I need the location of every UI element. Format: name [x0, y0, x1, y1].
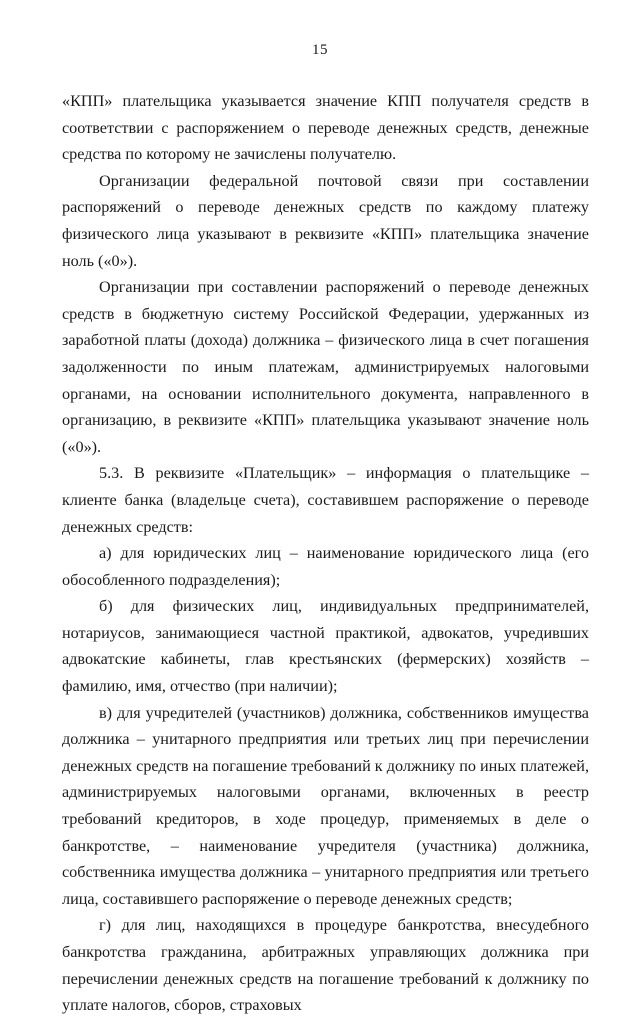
- paragraph-item-g-bankruptcy: г) для лиц, находящихся в процедуре банкротства, внесудебного банкротства гражданина, арбитражных управляющих должника при перечислении денежных средств на погашение требований к должнику по уплате налогов, сборов, страховых: [62, 916, 589, 1015]
- paragraph-item-b-individuals: б) для физических лиц, индивидуальных предпринимателей, нотариусов, занимающиеся частной практикой, адвокатов, учредивших адвокатские кабинеты, глав крестьянских (фермерских) хозяйств – фамилию, имя, отчество (при наличии);: [62, 597, 589, 696]
- page-number: 15: [312, 42, 328, 58]
- document-body: [62, 88, 589, 1019]
- paragraph-item-v-founders: в) для учредителей (участников) должника, собственников имущества должника – унитарного предприятия или третьих лиц при перечислении денежных средств на погашение требований к должнику по иных платежей, администрируемых налоговыми органами, включенных в реестр требований кредиторов, в ходе процедур, применяемых в деле о банкротстве, – наименование учредителя (участника) должника, собственника имущества должника – унитарного предприятия или третьего лица, составившего распоряжение о переводе денежных средств;: [62, 703, 589, 908]
- paragraph-kpp-payer-continuation: «КПП» плательщика указывается значение КПП получателя средств в соответствии с распоряжением о переводе денежных средств, денежные средства по которому не зачислены получателю.: [62, 92, 589, 164]
- paragraph-item-a-legal-entities: а) для юридических лиц – наименование юридического лица (его обособленного подразделения);: [62, 544, 589, 589]
- paragraph-section-5-3-payer: 5.3. В реквизите «Плательщик» – информация о плательщике – клиенте банка (владельце счета), составившем распоряжение о переводе денежных средств:: [62, 464, 589, 536]
- paragraph-postal-organizations: Организации федеральной почтовой связи при составлении распоряжений о переводе денежных средств по каждому платежу физического лица указывают в реквизите «КПП» плательщика значение ноль («0»).: [62, 171, 589, 270]
- paragraph-organizations-budget-transfers: Организации при составлении распоряжений о переводе денежных средств в бюджетную систему Российской Федерации, удержанных из заработной платы (дохода) должника – физического лица в счет погашения задолженности по иным платежам, администрируемых налоговыми органами, на основании исполнительного документа, направленного в организацию, в реквизите «КПП» плательщика указывают значение ноль («0»).: [62, 278, 589, 456]
